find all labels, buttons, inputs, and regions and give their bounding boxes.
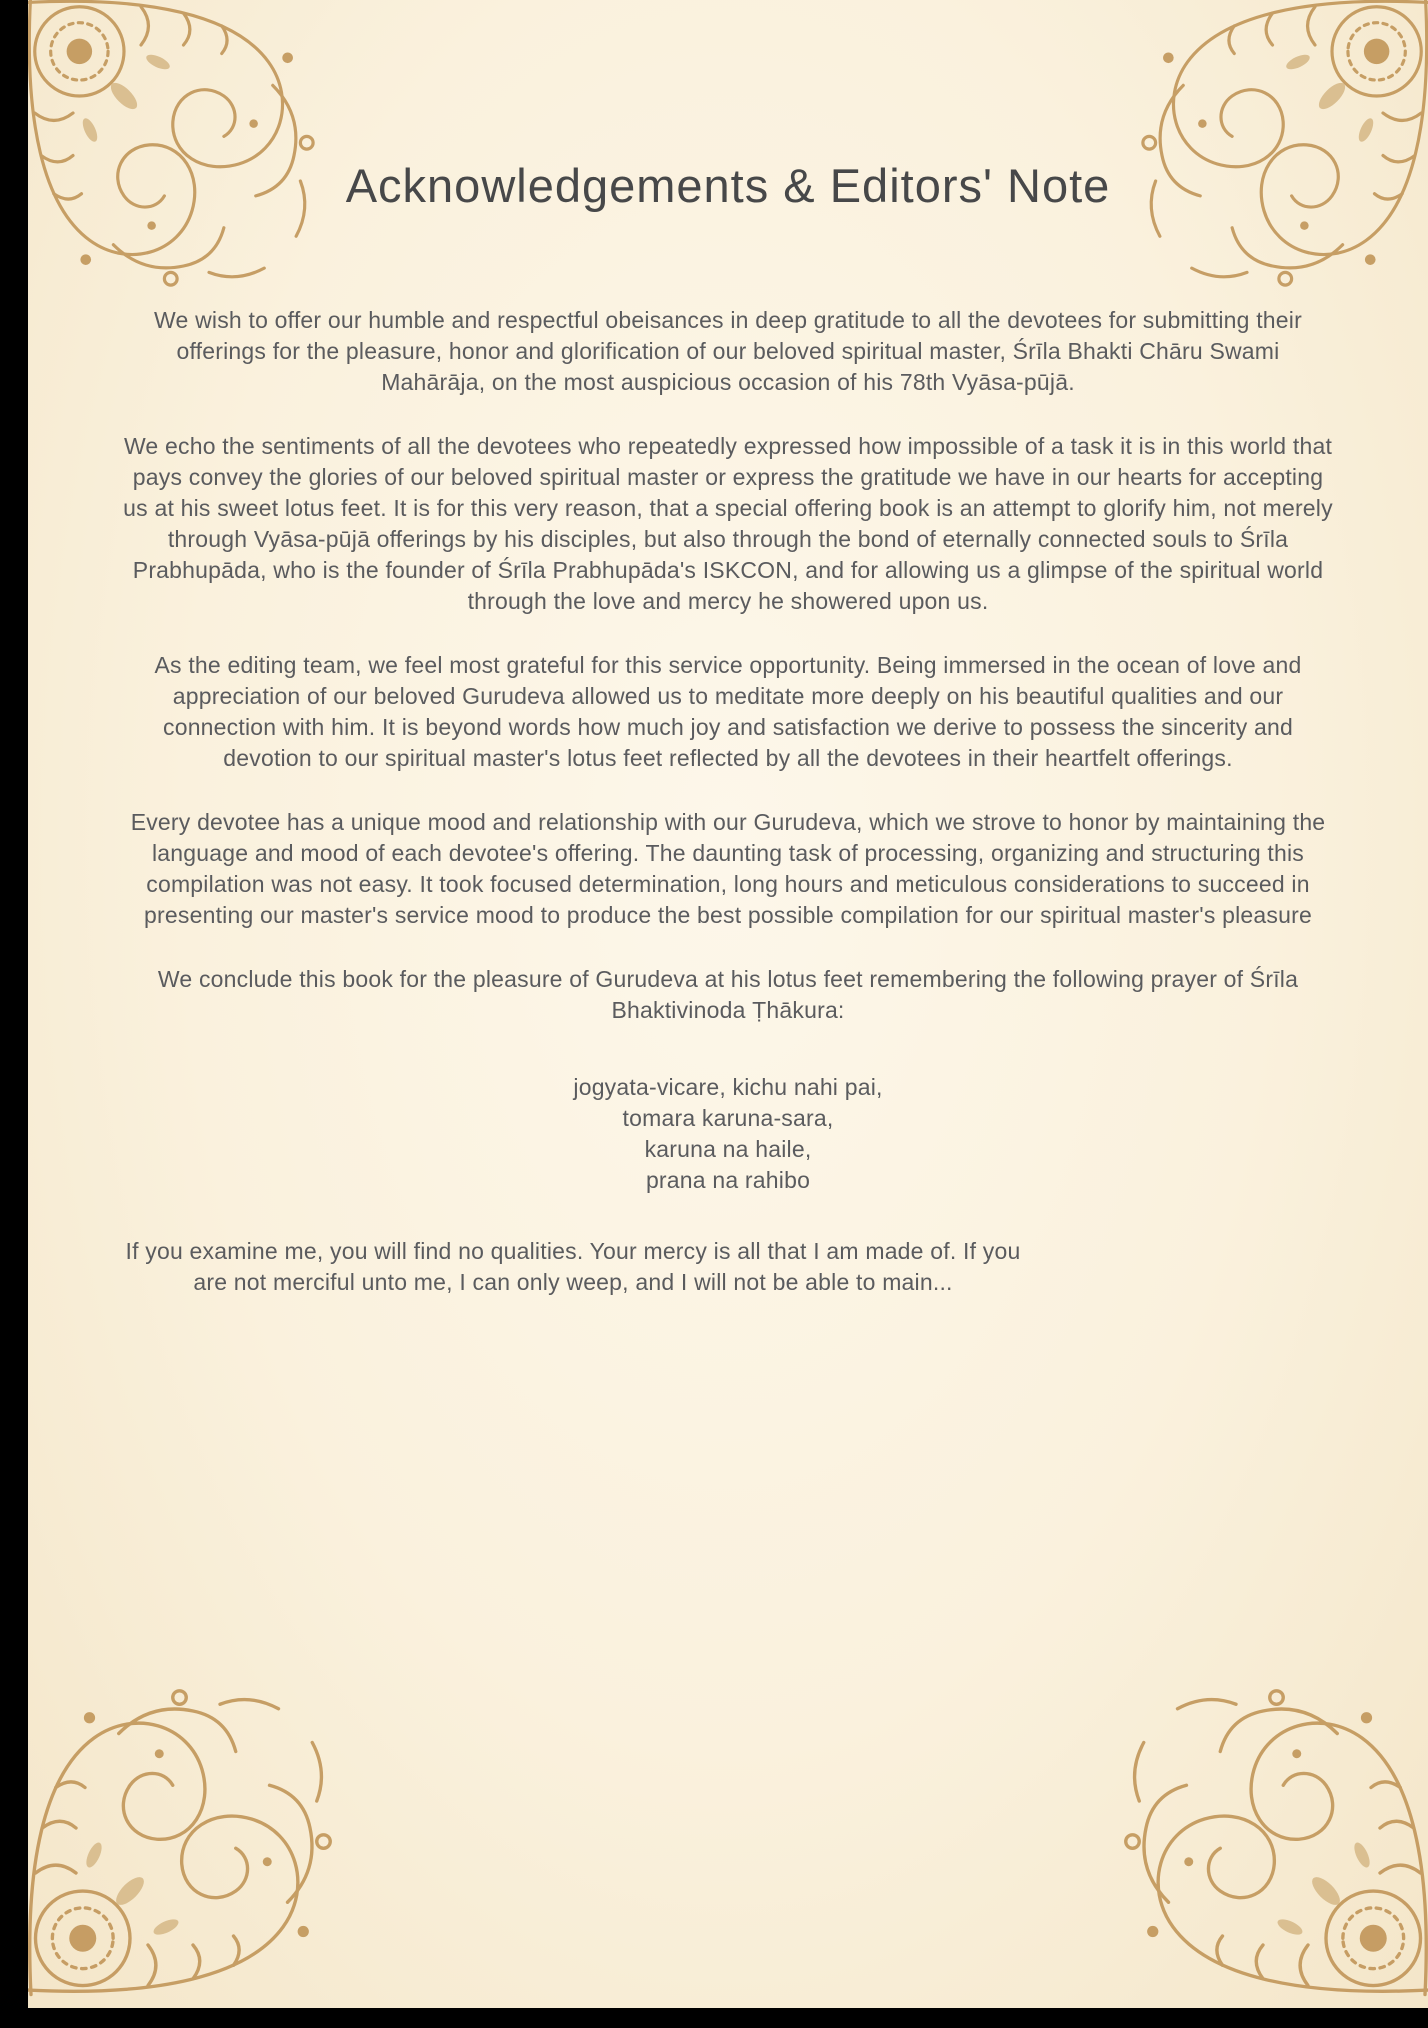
verse-line-4: prana na rahibo xyxy=(645,1167,811,1193)
verse-line-2: tomara karuna-sara, xyxy=(622,1105,834,1131)
verse-line-1: jogyata-vicare, kichu nahi pai, xyxy=(573,1074,883,1100)
paragraph-4: Every devotee has a unique mood and relationship with our Gurudeva, which we strove to honor by maintaining the language and mood of each devotee's offering. The daunting task of processing, organizing and structuring this compilation was not easy. It took focused determination, long hours and meticulous considerations to succeed in presenting our master's service mood to produce the best possible compilation for our spiritual master's pleasure xyxy=(130,809,1326,928)
corner-ornament-bottom-left-icon xyxy=(28,1624,382,2008)
document-content xyxy=(63,0,1393,1298)
paragraph-2: We echo the sentiments of all the devotees who repeatedly expressed how impossible of a task it is in this world that pays convey the glories of our beloved spiritual master or express the gratitude we have in our hearts for accepting us at his sweet lotus feet. It is for this very reason, that a special offering book is an attempt to glorify him, not merely through Vyāsa-pūjā offerings by his disciples, but also through the bond of eternally connected souls to Śrīla Prabhupāda, who is the founder of Śrīla Prabhupāda's ISKCON, and for allowing us a glimpse of the spiritual world through the love and mercy he showered upon us. xyxy=(123,433,1333,614)
verse-line-3: karuna na haile, xyxy=(644,1136,812,1162)
document-page xyxy=(28,0,1428,2008)
verse-block xyxy=(123,1072,1333,1196)
paragraph-5: We conclude this book for the pleasure of Gurudeva at his lotus feet remembering the following prayer of Śrīla Bhaktivinoda Ṭhākura: xyxy=(157,966,1299,1023)
paragraph-3: As the editing team, we feel most grateful for this service opportunity. Being immersed in the ocean of love and appreciation of our beloved Gurudeva allowed us to meditate more deeply on his beautiful qualities and our connection with him. It is beyond words how much joy and satisfaction we derive to possess the sincerity and devotion to our spiritual master's lotus feet reflected by all the devotees in their heartfelt offerings. xyxy=(154,652,1302,771)
paragraph-1: We wish to offer our humble and respectful obeisances in deep gratitude to all the devotees for submitting their offerings for the pleasure, honor and glorification of our beloved spiritual master, Śrīla Bhakti Chāru Swami Mahārāja, on the most auspicious occasion of his 78th Vyāsa-pūjā. xyxy=(154,307,1302,395)
page-title: Acknowledgements & Editors' Note xyxy=(345,159,1111,212)
corner-ornament-bottom-right-icon xyxy=(1074,1624,1428,2008)
closing-paragraph: If you examine me, you will find no qualities. Your mercy is all that I am made of. If you are not merciful unto me, I can only weep, and I will not be able to main... xyxy=(125,1238,1021,1295)
